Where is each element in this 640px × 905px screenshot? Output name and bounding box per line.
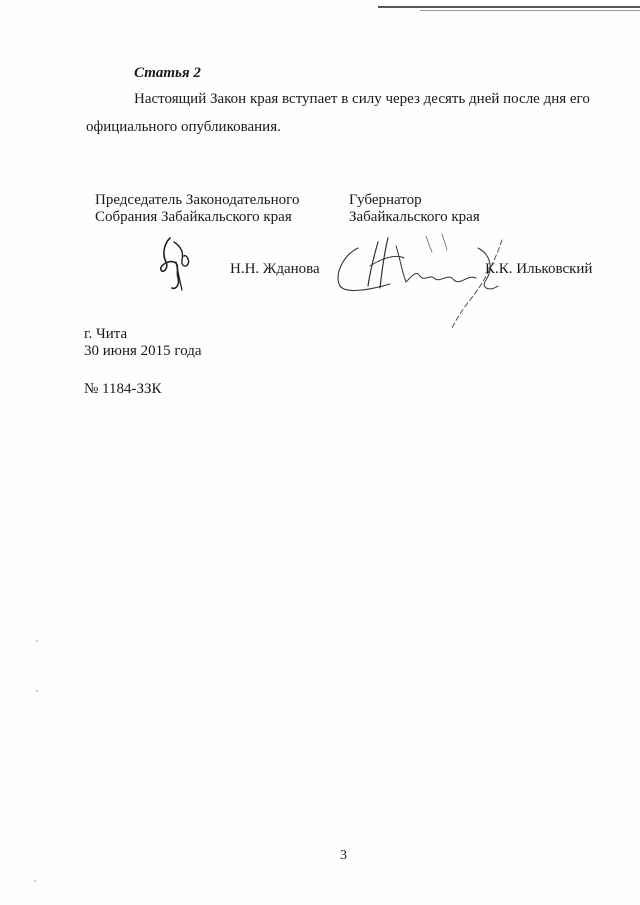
chair-name: Н.Н. Жданова bbox=[230, 261, 320, 277]
top-edge-line-thin bbox=[420, 10, 640, 11]
chair-signature bbox=[150, 232, 200, 294]
chair-title-line-1: Председатель Законодательного bbox=[95, 192, 300, 208]
scan-speck bbox=[36, 690, 38, 692]
top-edge-line bbox=[378, 6, 640, 8]
law-number: № 1184-ЗЗК bbox=[84, 381, 162, 397]
city: г. Чита bbox=[84, 326, 128, 342]
scan-speck bbox=[36, 640, 38, 642]
governor-title-line-2: Забайкальского края bbox=[349, 209, 480, 225]
page-number: 3 bbox=[340, 848, 347, 863]
signing-date: 30 июня 2015 года bbox=[84, 343, 202, 359]
governor-name: К.К. Ильковский bbox=[485, 261, 593, 277]
article-text-line-2: официального опубликования. bbox=[86, 119, 281, 135]
article-text-line-1: Настоящий Закон края вступает в силу через десять дней после дня его bbox=[134, 91, 590, 107]
governor-title-line-1: Губернатор bbox=[349, 192, 422, 208]
scan-speck bbox=[34, 880, 36, 882]
article-heading: Статья 2 bbox=[134, 65, 201, 81]
chair-title-line-2: Собрания Забайкальского края bbox=[95, 209, 292, 225]
governor-signature bbox=[330, 228, 515, 333]
